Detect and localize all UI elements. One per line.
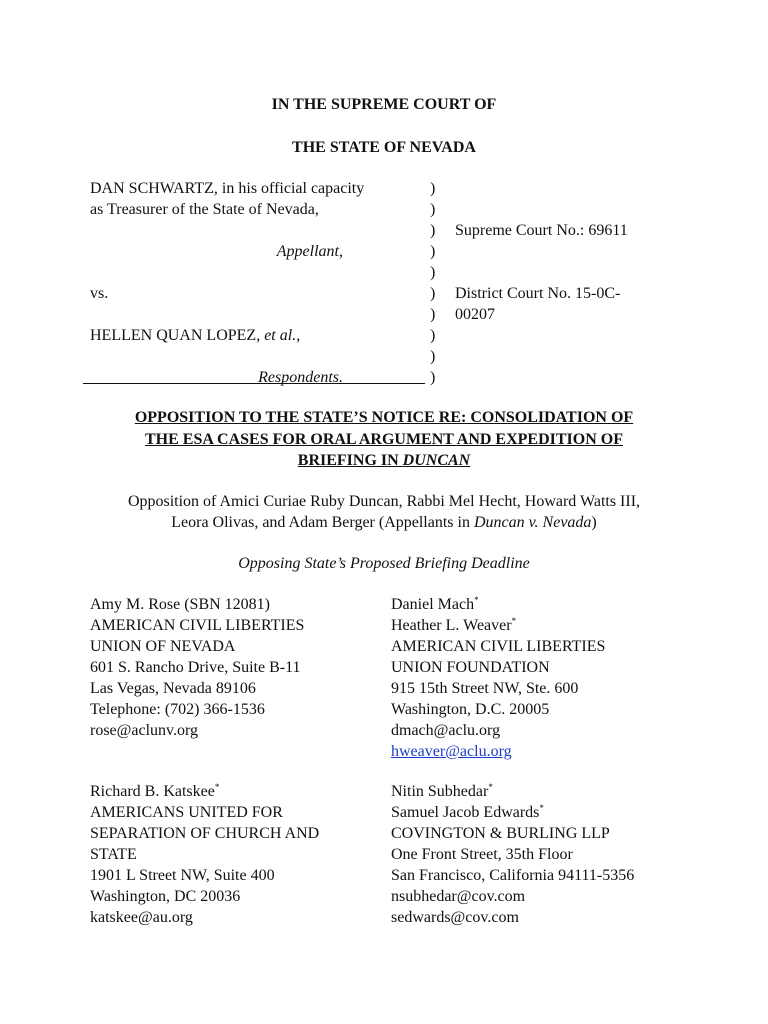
caption-paren: ) (430, 306, 436, 323)
caption-paren: ) (430, 369, 436, 386)
court-heading-line-1: IN THE SUPREME COURT OF (271, 96, 497, 113)
counsel-name: Nitin Subhedar (391, 783, 489, 800)
counsel-email: katskee@au.org (90, 909, 193, 926)
counsel-line: AMERICANS UNITED FOR (90, 804, 283, 821)
appellant-name-line-1: DAN SCHWARTZ, in his official capacity (90, 180, 365, 197)
caption-paren: ) (430, 264, 436, 281)
district-court-number-line-2: 00207 (455, 306, 495, 323)
caption-paren: ) (430, 180, 436, 197)
counsel-line: COVINGTON & BURLING LLP (391, 825, 610, 842)
title-line-2: THE ESA CASES FOR ORAL ARGUMENT AND EXPEDITION OF (144, 430, 623, 448)
caption-underline (83, 383, 425, 384)
counsel-line: AMERICAN CIVIL LIBERTIES (90, 617, 305, 634)
counsel-line: 601 S. Rancho Drive, Suite B-11 (90, 659, 301, 676)
counsel-line: 915 15th Street NW, Ste. 600 (391, 680, 579, 697)
counsel-line: UNION FOUNDATION (391, 659, 550, 676)
caption-paren: ) (430, 201, 436, 218)
title-line-3-prefix: BRIEFING IN (297, 452, 403, 469)
email-hyperlink[interactable]: hweaver@aclu.org (391, 743, 512, 760)
counsel-line (391, 615, 691, 636)
caption-paren: ) (430, 285, 436, 302)
respondent-name (90, 325, 428, 346)
footnote-mark: * (511, 616, 517, 626)
title-line-1: OPPOSITION TO THE STATE’S NOTICE RE: CONSOLIDATION OF (134, 409, 634, 426)
counsel-line: Washington, DC 20036 (90, 888, 241, 905)
respondent-etal: et al. (264, 327, 297, 344)
counsel-block-aclu-foundation (391, 594, 691, 762)
opposition-parties (80, 491, 688, 533)
counsel-line: San Francisco, California 94111-5356 (391, 867, 635, 884)
caption-paren: ) (430, 222, 436, 239)
counsel-email: dmach@aclu.org (391, 722, 501, 739)
counsel-block-aclu-nevada (90, 594, 390, 741)
counsel-line: AMERICAN CIVIL LIBERTIES (391, 638, 606, 655)
counsel-email-link[interactable] (391, 741, 691, 762)
versus-label: vs. (90, 285, 109, 302)
counsel-email: sedwards@cov.com (391, 909, 519, 926)
counsel-line: UNION OF NEVADA (90, 638, 236, 655)
caption-paren-column (430, 178, 442, 388)
footnote-mark: * (488, 782, 493, 792)
title-line-3-italic: DUNCAN (402, 452, 471, 469)
counsel-line: 1901 L Street NW, Suite 400 (90, 867, 275, 884)
opposition-case-name: Duncan v. Nevada (473, 514, 592, 531)
respondent-name-text: HELLEN QUAN LOPEZ, (90, 327, 265, 344)
counsel-line: Washington, D.C. 20005 (391, 701, 550, 718)
counsel-name: Richard B. Katskee (90, 783, 215, 800)
briefing-deadline-subtitle: Opposing State’s Proposed Briefing Deadline (238, 555, 530, 572)
footnote-mark: * (539, 803, 544, 813)
counsel-name: Daniel Mach (391, 596, 475, 613)
title-line-3 (100, 450, 668, 472)
counsel-line: One Front Street, 35th Floor (391, 846, 573, 863)
counsel-line: Las Vegas, Nevada 89106 (90, 680, 256, 697)
counsel-email: nsubhedar@cov.com (391, 888, 526, 905)
counsel-block-americans-united (90, 781, 390, 928)
opposition-line-2-prefix: Leora Olivas, and Adam Berger (Appellants in (171, 514, 474, 531)
court-heading-line-2: THE STATE OF NEVADA (292, 139, 476, 156)
appellant-role: Appellant, (276, 243, 343, 260)
counsel-line (391, 594, 691, 615)
respondent-comma: , (296, 327, 301, 344)
counsel-name: Samuel Jacob Edwards (391, 804, 540, 821)
counsel-line: Telephone: (702) 366-1536 (90, 701, 265, 718)
respondent-role: Respondents. (258, 369, 343, 386)
counsel-line (391, 802, 691, 823)
counsel-line (90, 781, 390, 802)
footnote-mark: * (214, 782, 220, 792)
supreme-court-number: Supreme Court No.: 69611 (455, 222, 628, 239)
appellant-name-line-2: as Treasurer of the State of Nevada, (90, 201, 319, 218)
counsel-line (391, 781, 691, 802)
opposition-line-2-suffix: ) (591, 514, 597, 531)
counsel-line: STATE (90, 846, 137, 863)
opposition-line-1: Opposition of Amici Curiae Ruby Duncan, Rabbi Mel Hecht, Howard Watts III, (127, 493, 641, 510)
district-court-number-line-1: District Court No. 15-0C- (455, 285, 621, 302)
opposition-line-2 (80, 512, 688, 533)
counsel-line: SEPARATION OF CHURCH AND (90, 825, 320, 842)
caption-paren: ) (430, 243, 436, 260)
document-title (100, 407, 668, 472)
counsel-email: rose@aclunv.org (90, 722, 199, 739)
counsel-block-covington (391, 781, 691, 928)
counsel-line: Amy M. Rose (SBN 12081) (90, 596, 271, 613)
caption-paren: ) (430, 348, 436, 365)
counsel-name: Heather L. Weaver (391, 617, 512, 634)
footnote-mark: * (474, 595, 479, 605)
caption-paren: ) (430, 327, 436, 344)
